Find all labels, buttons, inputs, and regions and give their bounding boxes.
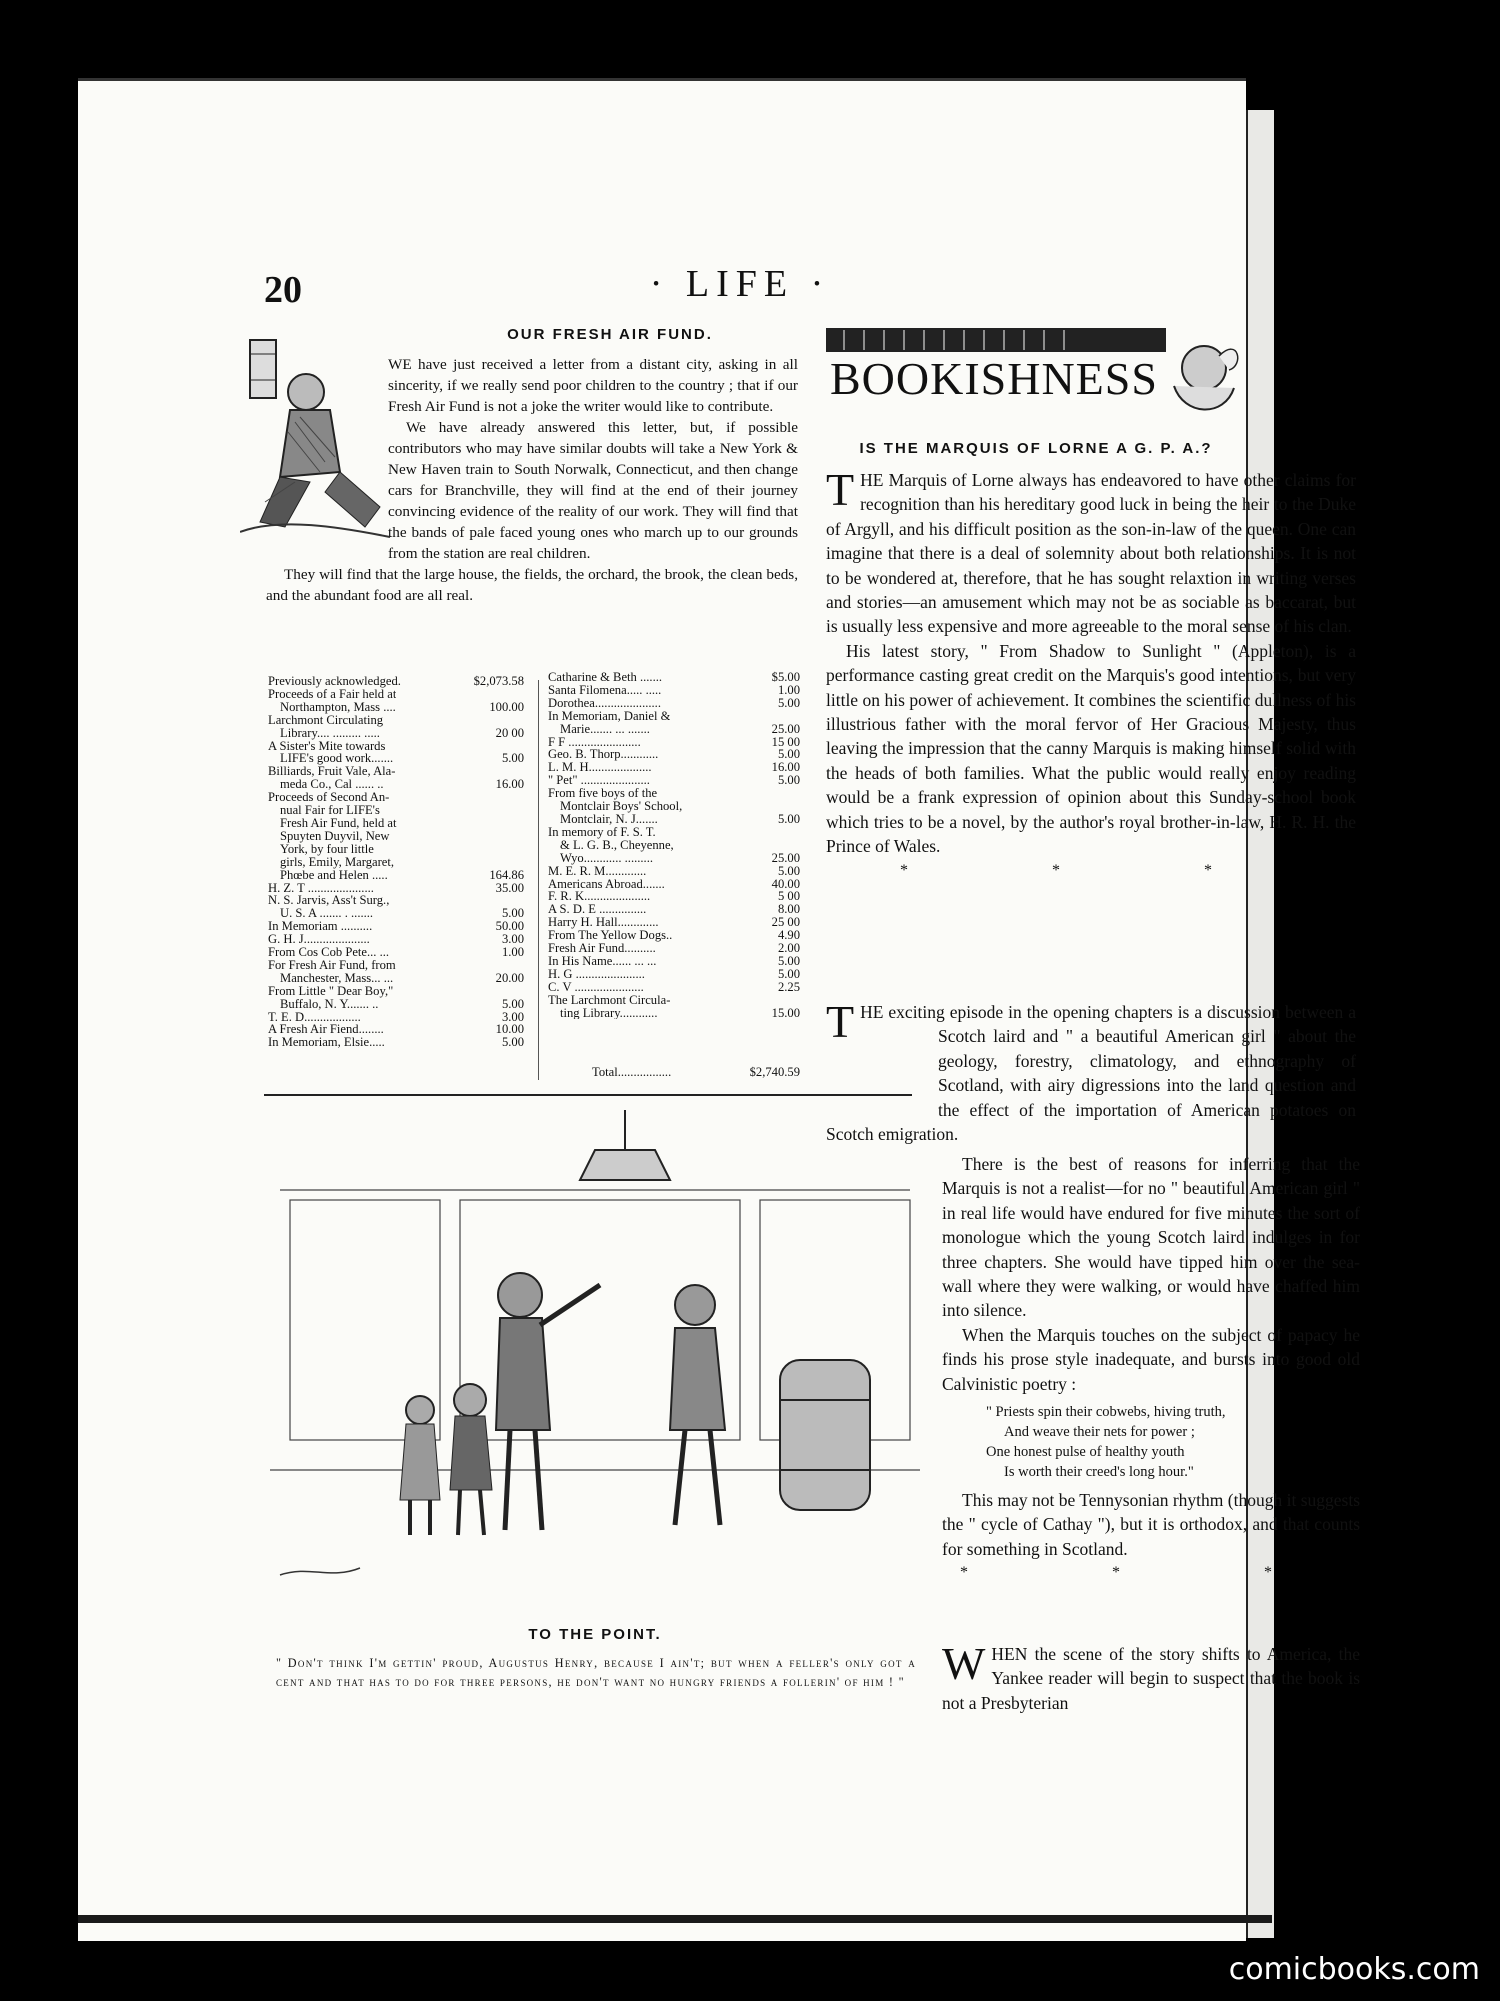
contribution-amount: 100.00 [489, 699, 524, 714]
contribution-row [268, 959, 524, 972]
contribution-amount: 25 00 [771, 915, 800, 930]
contribution-label: Northampton, Mass .... [280, 700, 396, 714]
contribution-amount: 5.00 [501, 751, 524, 766]
bookishness-banner: BOOKISHNESS [830, 353, 1158, 404]
contribution-row [268, 1023, 524, 1036]
contribution-amount: 4.90 [777, 928, 800, 943]
contribution-row [548, 981, 800, 994]
contribution-amount: 10.00 [495, 1022, 524, 1037]
contribution-row [548, 878, 800, 891]
contribution-label: Marie....... ... ....... [560, 722, 650, 736]
contribution-label: From Cos Cob Pete... ... [268, 946, 390, 959]
contribution-row [268, 740, 524, 753]
masthead: · LIFE · [649, 263, 831, 305]
contribution-label: In Memoriam .......... [268, 920, 373, 934]
contribution-amount: $2,073.58 [473, 674, 524, 688]
contribution-amount: 35.00 [495, 880, 524, 895]
contribution-row [268, 972, 524, 985]
contribution-amount: 15 00 [771, 734, 800, 749]
contributions-list-left [268, 675, 524, 1049]
contribution-label: York, by four little [280, 842, 374, 856]
contribution-row [268, 675, 524, 688]
contribution-label: Dorothea..................... [548, 696, 661, 710]
contribution-row [268, 933, 524, 946]
contribution-row [268, 727, 524, 740]
contribution-row [548, 890, 800, 903]
fresh-air-p2: We have already answered this letter, but, if possible contributors who may have similar doubts will take a New York & New Haven train to South Norwalk, Connecticut, and then change cars for Branchville, they will find at the end of their journey convincing evidence of the reality of our work. They will find that the bands of pale faced young ones who march up to our grounds from the station are real children. [388, 419, 798, 562]
fresh-air-p1: WE have just received a letter from a distant city, asking in all sincerity, if we really send poor children to the country ; that if our Fresh Air Fund is not a joke the writer would like to contribute. [388, 356, 798, 415]
contribution-label: ting Library............ [560, 1006, 658, 1020]
contribution-label: & L. G. B., Cheyenne, [560, 838, 674, 852]
contribution-label: Spuyten Duyvil, New [280, 829, 390, 843]
contribution-row [268, 714, 524, 727]
cartoon-title: TO THE POINT. [528, 1626, 662, 1643]
marquis-p6: This may not be Tennysonian rhythm (though it suggests the " cycle of Cathay "), but it is orthodox, and that counts for something in Scotland. [942, 1490, 1361, 1559]
contribution-row [268, 1036, 524, 1049]
contribution-label: C. V ...................... [548, 980, 644, 994]
contribution-label: Library.... ......... ..... [280, 726, 380, 740]
contribution-label: Phœbe and Helen ..... [280, 868, 388, 882]
poem-line: One honest pulse of healthy youth [986, 1444, 1185, 1461]
fresh-air-text [266, 354, 798, 606]
contribution-amount: 5.00 [777, 773, 800, 788]
contribution-amount: 40.00 [771, 876, 800, 891]
contribution-row [548, 839, 800, 852]
contribution-row [268, 843, 524, 856]
section-stars-2: * * * [960, 1564, 1342, 1582]
page-number: 20 [264, 269, 302, 311]
dropcap-t-1: T [826, 464, 855, 515]
contribution-amount: 5.00 [777, 953, 800, 968]
contribution-label: F. R. K..................... [548, 890, 651, 904]
contribution-row [548, 826, 800, 839]
contribution-amount: 25.00 [771, 850, 800, 865]
contribution-label: A S. D. E ............... [548, 903, 647, 917]
contribution-label: The Larchmont Circula- [548, 993, 671, 1007]
contribution-row [548, 774, 800, 787]
marquis-p4: There is the best of reasons for inferring that the Marquis is not a realist—for no " beautiful American girl " in real life would have endured for five minutes the sort of monologue which the young Scotch laird indulges in for three chapters. She would have tipped him over the sea-wall where they were walking, or would have chaffed him into silence. [942, 1154, 1360, 1321]
contribution-label: Santa Filomena..... ..... [548, 683, 662, 697]
contribution-amount: 8.00 [777, 902, 800, 917]
contribution-row [268, 882, 524, 895]
dropcap-t-2: T [826, 996, 855, 1047]
contribution-amount: 5.00 [501, 906, 524, 921]
contribution-row [548, 748, 800, 761]
contribution-row [268, 765, 524, 778]
contribution-row [548, 916, 800, 929]
contribution-label: In Memoriam, Daniel & [548, 709, 671, 723]
marquis-p1: HE Marquis of Lorne always has endeavored to have other claims for recognition than his hereditary good luck in being the heir to the Duke of Argyll, and his difficult position as the son-in-law of the queen. One can imagine that there is a deal of solemnity about both relationships. It is not to be wondered at, therefore, that he has sought relaxtion in writing verses and stories—an amusement which may not be as sociable as baccarat, but is usually less expensive and more agreeable to the moral sense of his clan. [826, 470, 1356, 637]
contribution-label: Fresh Air Fund.......... [548, 942, 656, 955]
contribution-row [268, 701, 524, 714]
fresh-air-heading: OUR FRESH AIR FUND. [507, 326, 713, 343]
contribution-label: U. S. A ....... . ....... [280, 907, 374, 921]
contribution-row [548, 671, 800, 684]
contribution-label: A Sister's Mite towards [268, 739, 386, 753]
marquis-p3: HE exciting episode in the opening chapters is a discussion between a Scotch laird and " a beautiful American girl " about the geology, forestry, climatology, and ethnography of Scotland, with airy digressions into the land question and the effect of the importation of American potatoes on Scotch emigration. [826, 1002, 1356, 1145]
contribution-row [548, 903, 800, 916]
contribution-row [268, 778, 524, 791]
contribution-label: Fresh Air Fund, held at [280, 816, 397, 830]
contribution-label: LIFE's good work....... [280, 752, 394, 766]
contribution-row [548, 800, 800, 813]
contribution-row [268, 920, 524, 933]
contribution-amount: 3.00 [501, 1009, 524, 1024]
contribution-label: nual Fair for LIFE's [280, 804, 380, 817]
contribution-amount: 5.00 [777, 966, 800, 981]
contribution-label: Montclair Boys' School, [560, 800, 683, 813]
contribution-amount: 5.00 [777, 695, 800, 710]
total-amount: $2,740.59 [749, 1065, 800, 1079]
contribution-row [548, 994, 800, 1007]
contribution-label: Montclair, N. J....... [560, 812, 658, 826]
contribution-row [548, 1007, 800, 1020]
contribution-amount: 5.00 [777, 811, 800, 826]
contribution-amount: 5.00 [777, 863, 800, 878]
cartoon-caption: " Don't think I'm gettin' proud, Augustus Henry, because I ain't; but when a feller's only got a cent and that has to do for three persons, he don't want no hungry friends a follerin' of him ! " [276, 1656, 916, 1689]
contribution-label: Billiards, Fruit Vale, Ala- [268, 765, 396, 779]
contribution-label: From five boys of the [548, 787, 658, 801]
marquis-p2: His latest story, " From Shadow to Sunlight " (Appleton), is a performance casting great credit on the Marquis's good intentions, but very little on his power of achievement. It combines the scientific dullness of his illustrious father with the moral fervor of Her Gracious Majesty, thus leaving the impression that the canny Marquis is making himself solid with the heads of both families. What the public would really enjoy reading would be a frank expression of opinion about this Sunday-school book which tries to be a novel, by the author's royal brother-in-law, H. R. H. the Prince of Wales. [826, 640, 1356, 857]
contribution-label: From Little " Dear Boy," [268, 984, 394, 998]
contribution-label: Previously acknowledged. [268, 675, 401, 688]
contribution-amount: 5.00 [501, 996, 524, 1011]
section-stars-1: * * * [900, 861, 1282, 879]
contribution-label: T. E. D.................. [268, 1010, 361, 1024]
contribution-row [268, 946, 524, 959]
contribution-label: For Fresh Air Fund, from [268, 958, 396, 972]
contribution-label: Proceeds of a Fair held at [268, 687, 397, 701]
contribution-amount: 16.00 [771, 760, 800, 775]
contributions-list-right [548, 671, 800, 1019]
contribution-row [268, 907, 524, 920]
contribution-row [548, 723, 800, 736]
contribution-row [268, 791, 524, 804]
list-divider [538, 680, 539, 1080]
watermark: comicbooks.com [1228, 1952, 1480, 1987]
marquis-p7: HEN the scene of the story shifts to America, the Yankee reader will begin to suspect that the book is not a Presbyterian [942, 1644, 1360, 1713]
contribution-amount: 5.00 [501, 1035, 524, 1050]
contribution-label: In His Name...... ... ... [548, 954, 657, 968]
contribution-amount: 5.00 [777, 747, 800, 762]
bookishness-section-1 [826, 464, 1356, 883]
contribution-label: N. S. Jarvis, Ass't Surg., [268, 894, 390, 908]
contribution-row [548, 942, 800, 955]
contribution-row [548, 787, 800, 800]
poem-line: " Priests spin their cobwebs, hiving truth, [986, 1404, 1226, 1421]
contribution-label: H. G ...................... [548, 967, 645, 981]
contribution-row [268, 1011, 524, 1024]
contribution-row [548, 710, 800, 723]
bookishness-section-3 [942, 1152, 1360, 1586]
poem-line: And weave their nets for power ; [1004, 1424, 1195, 1441]
contribution-row [548, 697, 800, 710]
contribution-label: Proceeds of Second An- [268, 791, 390, 805]
poem-line: Is worth their creed's long hour." [1004, 1464, 1194, 1481]
contribution-row [548, 929, 800, 942]
contribution-row [268, 856, 524, 869]
contribution-label: meda Co., Cal ...... .. [280, 778, 384, 792]
contribution-label: M. E. R. M............. [548, 864, 647, 878]
contribution-label: girls, Emily, Margaret, [280, 855, 395, 869]
contribution-label: H. Z. T ..................... [268, 881, 374, 895]
contribution-row [548, 813, 800, 826]
contribution-row [268, 985, 524, 998]
separator-rule [264, 1094, 912, 1096]
to-the-point-cartoon [270, 1110, 920, 1592]
contribution-amount: 25.00 [771, 721, 800, 736]
contribution-label: Wyo............ ......... [560, 851, 653, 865]
contribution-amount: 5 00 [777, 889, 800, 904]
marquis-heading: IS THE MARQUIS OF LORNE A G. P. A.? [859, 440, 1213, 457]
fresh-air-p3: They will find that the large house, the fields, the orchard, the brook, the clean beds, and the abundant food are all real. [266, 566, 798, 604]
contribution-row [548, 968, 800, 981]
contribution-label: In memory of F. S. T. [548, 825, 656, 839]
contribution-label: From The Yellow Dogs.. [548, 929, 673, 943]
contribution-label: Americans Abroad....... [548, 877, 665, 891]
contribution-row [548, 865, 800, 878]
contribution-amount: 2.00 [777, 941, 800, 956]
contribution-row [268, 998, 524, 1011]
contribution-label: " Pet" ...................... [548, 774, 650, 788]
contribution-amount: 20 00 [495, 725, 524, 740]
contribution-label: G. H. J..................... [268, 933, 370, 947]
contribution-label: F F ....................... [548, 735, 641, 749]
contribution-amount: $5.00 [771, 670, 800, 684]
contribution-row [548, 761, 800, 774]
dropcap-w: W [942, 1638, 986, 1689]
contribution-row [268, 804, 524, 817]
contribution-row [268, 688, 524, 701]
contribution-amount: 1.00 [501, 945, 524, 960]
contribution-label: Catharine & Beth ....... [548, 671, 663, 684]
contribution-label: L. M. H.................... [548, 761, 652, 775]
contribution-row [268, 869, 524, 882]
contribution-label: Larchmont Circulating [268, 713, 384, 727]
bookishness-section-4 [942, 1638, 1360, 1715]
contribution-amount: 1.00 [777, 682, 800, 697]
contribution-row [268, 817, 524, 830]
contribution-label: In Memoriam, Elsie..... [268, 1036, 385, 1050]
contribution-label: Buffalo, N. Y....... .. [280, 997, 379, 1011]
contribution-amount: 2.25 [777, 979, 800, 994]
contribution-amount: 16.00 [495, 777, 524, 792]
page-bottom-edge [78, 1915, 1272, 1923]
contribution-label: Manchester, Mass... ... [280, 971, 394, 985]
contribution-amount: 3.00 [501, 932, 524, 947]
contribution-label: Geo. B. Thorp............ [548, 748, 659, 762]
contribution-label: Harry H. Hall............. [548, 916, 659, 930]
contribution-row [548, 852, 800, 865]
contribution-label: A Fresh Air Fiend........ [268, 1023, 384, 1037]
contribution-row [268, 752, 524, 765]
contribution-row [548, 736, 800, 749]
marquis-p5: When the Marquis touches on the subject of papacy he finds his prose style inadequate, and bursts into good old Calvinistic poetry : [942, 1324, 1360, 1394]
contribution-amount: 50.00 [495, 919, 524, 934]
contribution-amount: 164.86 [489, 867, 524, 882]
contribution-row [268, 894, 524, 907]
contribution-amount: 15.00 [771, 1005, 800, 1020]
contributions-total [592, 1066, 800, 1079]
total-label: Total................. [592, 1066, 672, 1079]
contribution-row [548, 955, 800, 968]
bookishness-section-2 [826, 996, 1356, 1146]
contribution-amount: 20.00 [495, 970, 524, 985]
poem [986, 1402, 1360, 1482]
contribution-row [268, 830, 524, 843]
contribution-row [548, 684, 800, 697]
